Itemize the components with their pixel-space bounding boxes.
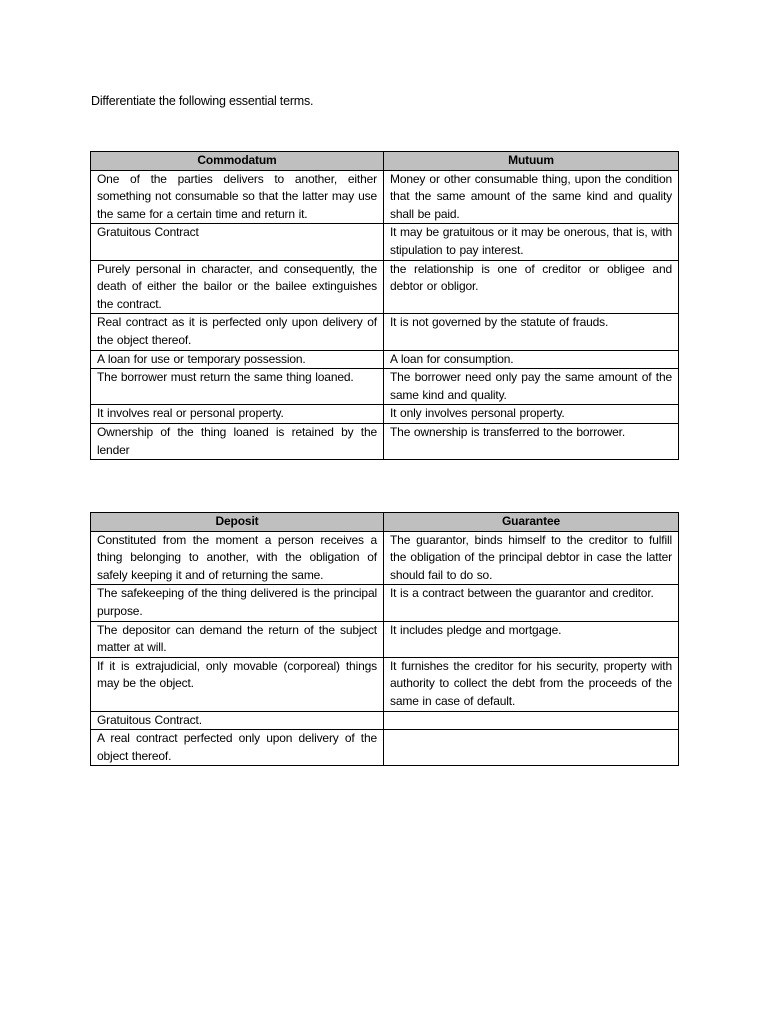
table-cell: Gratuitous Contract. bbox=[91, 711, 384, 730]
table-cell: A loan for use or temporary possession. bbox=[91, 350, 384, 369]
header-commodatum: Commodatum bbox=[91, 152, 384, 171]
table-row bbox=[91, 423, 679, 459]
table-cell: Real contract as it is perfected only upon delivery of the object thereof. bbox=[91, 314, 384, 350]
table-row bbox=[91, 621, 679, 657]
header-deposit: Deposit bbox=[91, 513, 384, 532]
commodatum-mutuum-table bbox=[90, 151, 679, 460]
table-row bbox=[91, 657, 679, 711]
table-header-row bbox=[91, 152, 679, 171]
table-row bbox=[91, 730, 679, 766]
table-cell: Constituted from the moment a person receives a thing belonging to another, with the obligation of safely keeping it and of returning the same. bbox=[91, 531, 384, 585]
table-cell: A loan for consumption. bbox=[384, 350, 679, 369]
table-row bbox=[91, 170, 679, 224]
table-cell: One of the parties delivers to another, either something not consumable so that the latter may use the same for a certain time and return it. bbox=[91, 170, 384, 224]
table-cell: The depositor can demand the return of the subject matter at will. bbox=[91, 621, 384, 657]
table-row bbox=[91, 314, 679, 350]
table-cell: If it is extrajudicial, only movable (corporeal) things may be the object. bbox=[91, 657, 384, 711]
table-header-row bbox=[91, 513, 679, 532]
table-cell: The safekeeping of the thing delivered is the principal purpose. bbox=[91, 585, 384, 621]
table-cell: The borrower need only pay the same amount of the same kind and quality. bbox=[384, 369, 679, 405]
table-row bbox=[91, 711, 679, 730]
table-cell: It furnishes the creditor for his security, property with authority to collect the debt from the proceeds of the same in case of default. bbox=[384, 657, 679, 711]
table-cell bbox=[384, 711, 679, 730]
table-cell: Purely personal in character, and consequently, the death of either the bailor or the bailee extinguishes the contract. bbox=[91, 260, 384, 314]
table-cell: It only involves personal property. bbox=[384, 405, 679, 424]
table-row bbox=[91, 369, 679, 405]
table-row bbox=[91, 531, 679, 585]
table-cell: Ownership of the thing loaned is retained by the lender bbox=[91, 423, 384, 459]
table-cell: The borrower must return the same thing loaned. bbox=[91, 369, 384, 405]
table-row bbox=[91, 585, 679, 621]
table-row bbox=[91, 405, 679, 424]
header-mutuum: Mutuum bbox=[384, 152, 679, 171]
deposit-guarantee-table bbox=[90, 512, 679, 766]
instruction-text: Differentiate the following essential terms. bbox=[91, 94, 314, 108]
table-cell bbox=[384, 730, 679, 766]
table-row bbox=[91, 224, 679, 260]
table-cell: It includes pledge and mortgage. bbox=[384, 621, 679, 657]
table-cell: Money or other consumable thing, upon the condition that the same amount of the same kind and quality shall be paid. bbox=[384, 170, 679, 224]
table-row bbox=[91, 350, 679, 369]
table-cell: The ownership is transferred to the borrower. bbox=[384, 423, 679, 459]
table-cell: Gratuitous Contract bbox=[91, 224, 384, 260]
table-cell: It may be gratuitous or it may be onerous, that is, with stipulation to pay interest. bbox=[384, 224, 679, 260]
table-cell: It is not governed by the statute of frauds. bbox=[384, 314, 679, 350]
header-guarantee: Guarantee bbox=[384, 513, 679, 532]
table-cell: The guarantor, binds himself to the creditor to fulfill the obligation of the principal debtor in case the latter should fail to do so. bbox=[384, 531, 679, 585]
table-cell: the relationship is one of creditor or obligee and debtor or obligor. bbox=[384, 260, 679, 314]
table-row bbox=[91, 260, 679, 314]
table-cell: A real contract perfected only upon delivery of the object thereof. bbox=[91, 730, 384, 766]
table-cell: It is a contract between the guarantor and creditor. bbox=[384, 585, 679, 621]
table-cell: It involves real or personal property. bbox=[91, 405, 384, 424]
